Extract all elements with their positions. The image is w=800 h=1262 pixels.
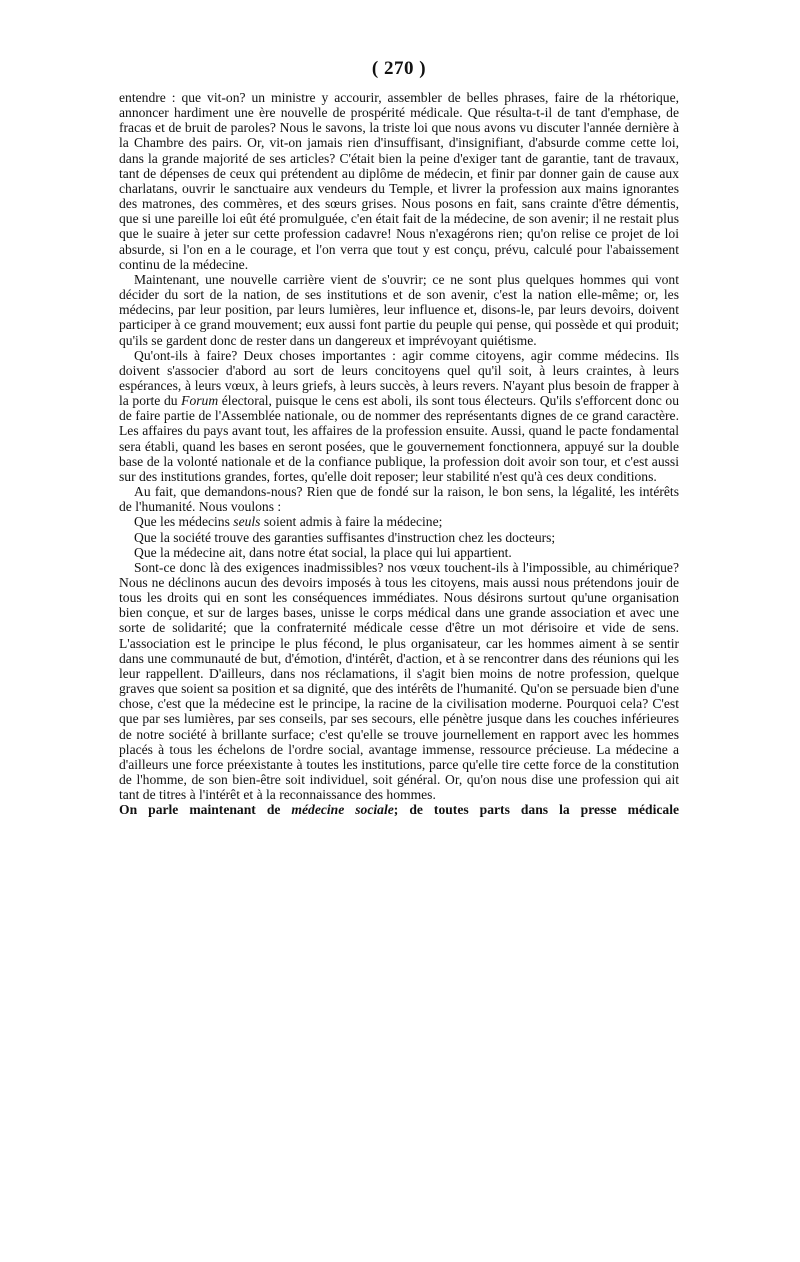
medecine-sociale-emphasis: médecine sociale [291, 802, 394, 818]
page-number: ( 270 ) [371, 58, 427, 79]
page [119, 58, 679, 818]
paragraph-3-part-b: électoral, puisque le cens est aboli, ils sont tous électeurs. Qu'ils s'efforcent donc ou de faire partie de l'Assemblée nationale, ou de nommer des représentants dignes de ce grand caractère. Les affaires du pays avant tout, les affaires de la profession ensuite. Aussi, quand le pacte fondamental sera établi, quand les bases en seront posées, que le gouvernement fonctionnera, appuyé sur la double base de la volonté nationale et de la confiance publique, la profession doit avoir son tour, et c'est aussi sur des institutions grandes, fortes, qu'elle doit reposer; leur stabilité n'est qu'à ces deux conditions. [119, 393, 679, 484]
demand-item-1-part-a: Que les médecins [134, 514, 234, 530]
paragraph-3-part-a: Qu'ont-ils à faire? Deux choses importantes : agir comme citoyens, agir comme médecins. Ils doivent s'associer d'abord au sort de leurs concitoyens quel qu'il soit, à leurs craintes, à leurs espérances, à leurs vœux, à leurs griefs, à leurs succès, à leurs revers. N'ayant plus besoin de frapper à la porte du [119, 347, 679, 409]
demand-item-2: Que la société trouve des garanties suffisantes d'instruction chez les docteurs; [134, 529, 556, 545]
paragraph-6 [119, 802, 679, 817]
paragraph-5: Sont-ce donc là des exigences inadmissibles? nos vœux touchent-ils à l'impossible, au chimérique? Nous ne déclinons aucun des devoirs imposés à tous les citoyens, mais aussi nous prétendons jouir de tous les droits qui en sont les conséquences immédiates. Nous désirons surtout qu'une organisation bien conçue, et sur de larges bases, unisse le corps médical dans une grande association et avec une sorte de solidarité; que la confraternité médicale cesse d'être un mot dérisoire et vide de sens. L'association est le principe le plus fécond, le plus organisateur, car les hommes aiment à se sentir dans une communauté de but, d'émotion, d'intérêt, d'action, et à se rencontrer dans des réunions qui les leur rappellent. D'ailleurs, dans nos réclamations, il s'agit bien moins de notre profession, quelque graves que soient sa position et sa dignité, que des intérêts de l'humanité. Qu'on se persuade bien d'une chose, c'est que la médecine est le principe, la racine de la civilisation moderne. Pourquoi cela? C'est que par ses lumières, par ses conseils, par ses secours, elle pénètre jusque dans les couches inférieures de notre société à brillante surface; c'est qu'elle se trouve journellement en rapport avec les hommes placés à tous les échelons de l'ordre social, avantage immense, ressource précieuse. La médecine a d'ailleurs une force préexistante à toutes les institutions, parce qu'elle tire cette force de la constitution de l'homme, de son bien-être soit individuel, soit général. Or, qu'on nous dise une profession qui ait tant de titres à l'intérêt et à la reconnaissance des hommes. [119, 559, 679, 803]
paragraph-4: Au fait, que demandons-nous? Rien que de fondé sur la raison, le bon sens, la légalité, les intérêts de l'humanité. Nous voulons : [119, 484, 679, 515]
body-text [119, 90, 679, 818]
demand-item-3: Que la médecine ait, dans notre état social, la place qui lui appartient. [134, 544, 512, 560]
paragraph-2: Maintenant, une nouvelle carrière vient de s'ouvrir; ce ne sont plus quelques hommes qui vont décider du sort de la nation, de ses institutions et de son avenir, c'est la nation elle-même; or, les médecins, par leur position, par leurs lumières, leur influence et, disons-le, par leurs devoirs, doivent participer à ce grand mouvement; eux aussi font partie du peuple qui pense, qui possède et qui produit; qu'ils se gardent donc de rester dans un dangereux et imprévoyant quiétisme. [119, 271, 679, 348]
demand-item-1 [119, 514, 679, 529]
paragraph-6-part-b: ; de toutes parts dans la presse médicale [393, 802, 680, 818]
seuls-emphasis: seuls [233, 514, 261, 530]
paragraph-3 [119, 348, 679, 484]
paragraph-1: entendre : que vit-on? un ministre y accourir, assembler de belles phrases, faire de la rhétorique, annoncer hardiment une ère nouvelle de prospérité médicale. Que résulta-t-il de tant d'emphase, de fracas et de bruit de paroles? Nous le savons, la triste loi que nous avons vu discuter l'année dernière à la Chambre des pairs. Or, vit-on jamais rien d'insuffisant, d'insignifiant, d'absurde comme cette loi, dans la grande majorité de ses articles? C'était bien la peine d'exiger tant de garantie, tant de travaux, tant de dépenses de ceux qui prétendent au diplôme de médecin, et finir par donner gain de cause aux charlatans, ouvrir le sanctuaire aux vendeurs du Temple, et livrer la profession aux mains ignorantes des matrones, des commères, et des sœurs grises. Nous posons en fait, sans crainte d'être démentis, que si une pareille loi eût été promulguée, c'en était fait de la médecine, de son avenir; il ne restait plus que le suaire à jeter sur cette profession cadavre! Nous n'exagérons rien; qu'on relise ce projet de loi absurde, si l'on en a le courage, et l'on verra que tout y est conçu, prévu, calculé pour l'abaissement continu de la médecine. [119, 90, 679, 272]
demand-item-1-part-b: soient admis à faire la médecine; [260, 514, 443, 530]
paragraph-6-part-a: On parle maintenant de [119, 802, 292, 818]
forum-emphasis: Forum [181, 393, 219, 409]
